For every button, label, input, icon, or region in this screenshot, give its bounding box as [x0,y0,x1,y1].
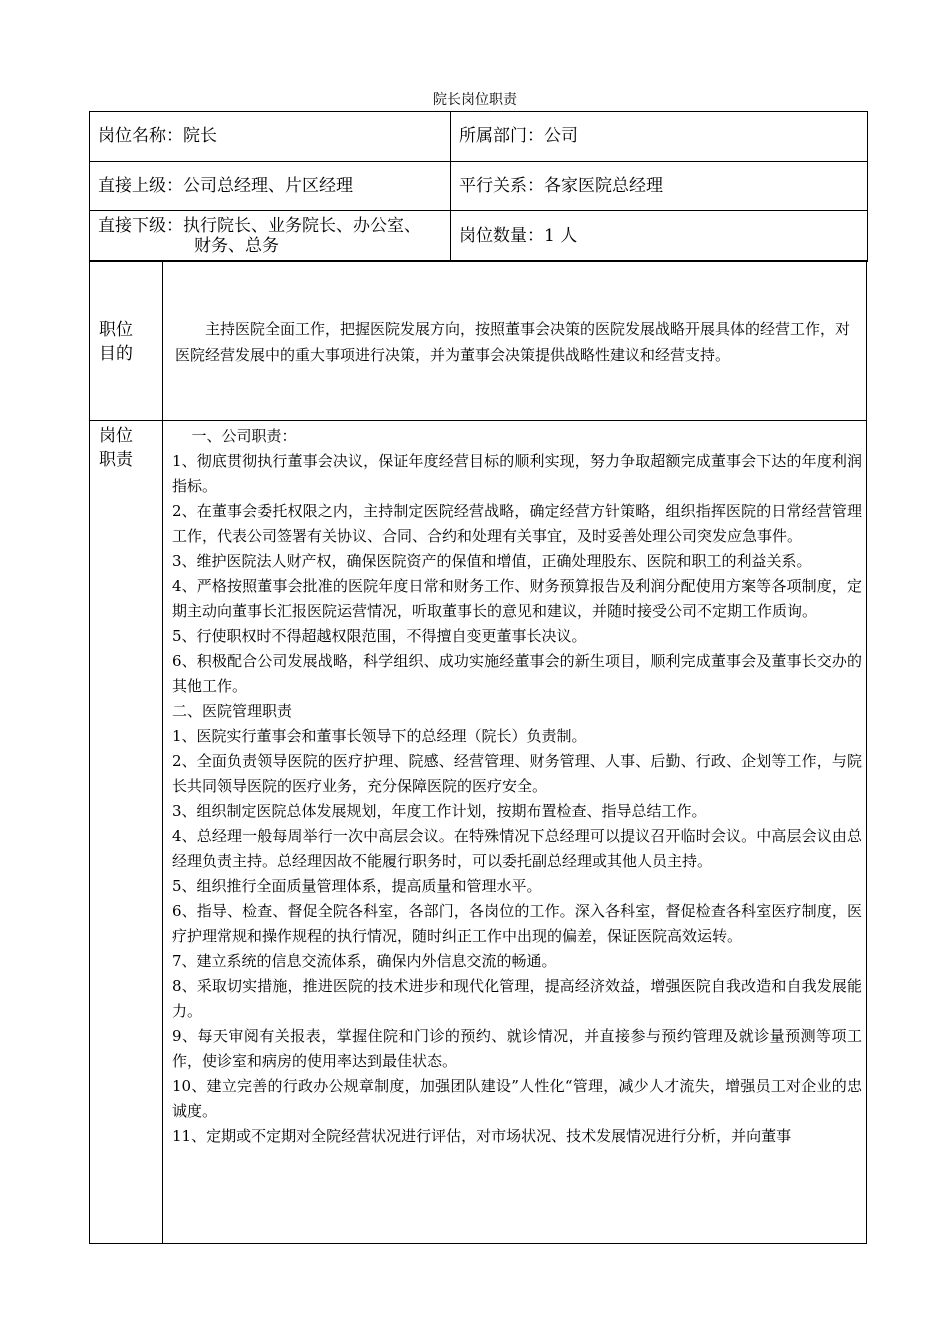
purpose-label [99,318,139,366]
duties-label-line1: 岗位 [99,426,133,446]
duty-item: 7、建立系统的信息交流体系，确保内外信息交流的畅通。 [172,952,557,970]
duty-item: 4、总经理一般每周举行一次中高层会议。在特殊情况下总经理可以提议召开临时会议。中高层会议由总经理负责主持。总经理因故不能履行职务时，可以委托副总经理或其他人员主持。 [172,827,862,870]
duty-item: 2、全面负责领导医院的医疗护理、院感、经营管理、财务管理、人事、后勤、行政、企划等工作，与院长共同领导医院的医疗业务，充分保障医院的医疗安全。 [172,752,862,795]
section1-title: 一、公司职责： [191,427,297,445]
duty-item: 1、彻底贯彻执行董事会决议，保证年度经营目标的顺利实现，努力争取超额完成董事会下达的年度利润指标。 [172,452,862,495]
duties-label-line2: 职责 [99,450,133,470]
duty-item: 9、每天审阅有关报表，掌握住院和门诊的预约、就诊情况，并直接参与预约管理及就诊量预测等项工作，使诊室和病房的使用率达到最佳状态。 [172,1027,862,1070]
duty-item: 6、积极配合公司发展战略，科学组织、成功实施经董事会的新生项目，顺利完成董事会及董事长交办的其他工作。 [172,652,862,695]
document-title: 院长岗位职责 [433,92,517,108]
parallel-relation-cell: 平行关系：各家医院总经理 [451,162,868,211]
duty-item: 10、建立完善的行政办公规章制度，加强团队建设”人性化“管理，减少人才流失，增强员工对企业的忠诚度。 [172,1077,862,1120]
duties-section [89,420,867,1244]
headcount-cell: 岗位数量：1 人 [451,211,868,262]
duties-label [99,424,139,472]
purpose-section [89,260,867,421]
purpose-label-line1: 职位 [99,320,133,340]
duty-item: 5、组织推行全面质量管理体系，提高质量和管理水平。 [172,877,542,895]
duty-item: 8、采取切实措施，推进医院的技术进步和现代化管理，提高经济效益，增强医院自我改造和自我发展能力。 [172,977,862,1020]
department-cell: 所属部门：公司 [451,112,868,162]
duty-item: 6、指导、检查、督促全院各科室，各部门，各岗位的工作。深入各科室，督促检查各科室医疗制度，医疗护理常规和操作规程的执行情况，随时纠正工作中出现的偏差，保证医院高效运转。 [172,902,862,945]
duty-item: 4、严格按照董事会批准的医院年度日常和财务工作、财务预算报告及利润分配使用方案等各项制度，定期主动向董事长汇报医院运营情况，听取董事长的意见和建议，并随时接受公司不定期工作质询。 [172,577,862,620]
duties-content [172,424,862,1149]
header-table [89,111,868,262]
duty-item: 3、维护医院法人财产权，确保医院资产的保值和增值，正确处理股东、医院和职工的利益关系。 [172,552,812,570]
duties-divider [162,420,163,1244]
header-row-2 [90,162,868,211]
header-row-1 [90,112,868,162]
purpose-text: 主持医院全面工作，把握医院发展方向，按照董事会决策的医院发展战略开展具体的经营工作，对医院经营发展中的重大事项进行决策，并为董事会决策提供战略性建议和经营支持。 [175,320,851,364]
direct-superior-cell: 直接上级：公司总经理、片区经理 [90,162,451,211]
duty-item: 11、定期或不定期对全院经营状况进行评估，对市场状况、技术发展情况进行分析，并向董事 [172,1127,792,1145]
section2-title: 二、医院管理职责 [172,702,293,720]
duty-item: 1、医院实行董事会和董事长领导下的总经理（院长）负责制。 [172,727,587,745]
duty-item: 2、在董事会委托权限之内，主持制定医院经营战略，确定经营方针策略，组织指挥医院的日常经营管理工作，代表公司签署有关协议、合同、合约和处理有关事宜，及时妥善处理公司突发应急事件。 [172,502,862,545]
duty-item: 5、行使职权时不得超越权限范围，不得擅自变更董事长决议。 [172,627,587,645]
duty-item: 3、组织制定医院总体发展规划，年度工作计划，按期布置检查、指导总结工作。 [172,802,707,820]
purpose-label-line2: 目的 [99,344,133,364]
direct-subordinate-line2: 财务、总务 [194,236,279,256]
purpose-divider [162,260,163,421]
position-name-cell: 岗位名称：院长 [90,112,451,162]
direct-subordinate-cell [90,211,451,262]
direct-subordinate-line1: 直接下级：执行院长、业务院长、办公室、 [98,216,421,236]
header-row-3 [90,211,868,262]
